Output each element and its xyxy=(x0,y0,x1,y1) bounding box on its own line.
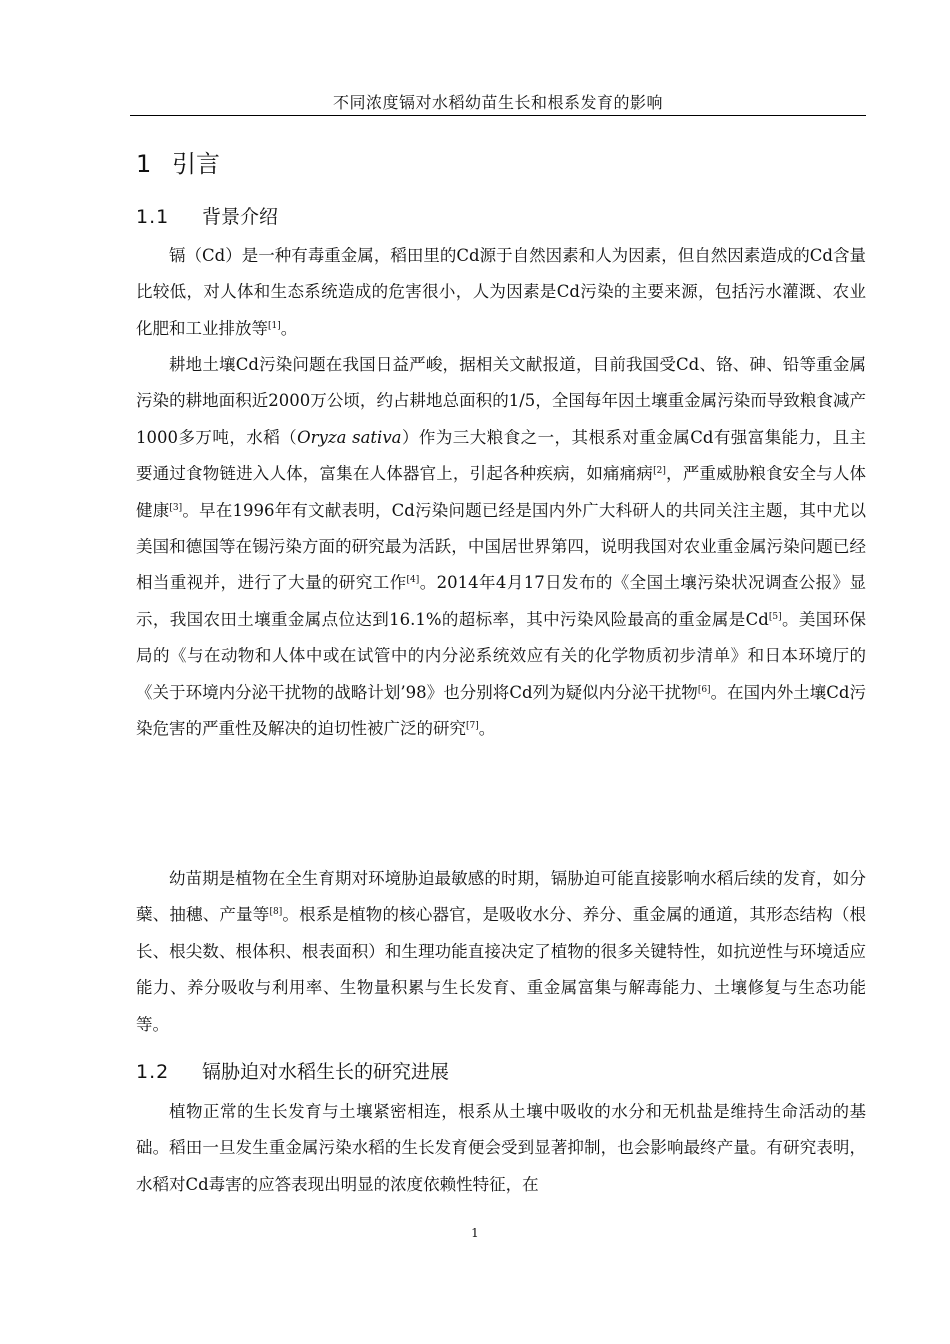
paragraph-text: 。 xyxy=(478,719,496,739)
paragraph-3 xyxy=(136,861,866,1043)
subsection-title: 背景介绍 xyxy=(202,206,279,228)
subsection-number: 1.1 xyxy=(136,206,170,228)
header-rule xyxy=(130,115,866,116)
running-header: 不同浓度镉对水稻幼苗生长和根系发育的影响 xyxy=(332,93,663,112)
paragraph-text: 耕地土壤Cd污染问题在我国日益严峻，据相关文献报道，目前我国受Cd、铬、砷、铅等重金属污染的耕地面积近2000万公顷，约占耕地总面积的1/5，全国每年因土壤重金属污染而导致粮食减产1000多万吨，水稻（ xyxy=(136,355,866,447)
paragraph-text: ）作为三大粮食之一，其根系对重金属Cd有强富集能力，且主要通过食物链进入人体，富集在人体器官上，引起各种疾病，如痛痛病 xyxy=(136,427,866,484)
paragraph-text: 。2014年4月17日发布的《全国土壤污染状况调查公报》显示，我国农田土壤重金属点位达到16.1%的超标率，其中污染风险最高的重金属是Cd xyxy=(136,573,866,629)
paragraph-text: 幼苗期是植物在全生育期对环境胁迫最敏感的时期，镉胁迫可能直接影响水稻后续的发育，如分蘖、抽穗、产量等 xyxy=(136,869,866,925)
subsection-heading-1-1 xyxy=(136,204,278,230)
paragraph-text: ，严重威胁粮食安全与人体健康 xyxy=(136,464,867,520)
species-name: Oryza sativa xyxy=(297,427,402,447)
section-title: 引言 xyxy=(172,150,220,178)
citation: [1] xyxy=(268,320,281,331)
page-number: 1 xyxy=(471,1226,479,1240)
subsection-number: 1.2 xyxy=(136,1061,170,1083)
citation: [5] xyxy=(768,611,782,622)
paragraph-text: 。 xyxy=(280,318,298,338)
paragraph-text: 镉（Cd）是一种有毒重金属，稻田里的Cd源于自然因素和人为因素，但自然因素造成的Cd含量比较低，对人体和生态系统造成的危害很小，人为因素是Cd污染的主要来源，包括污水灌溉、农业化肥和工业排放等 xyxy=(136,246,866,338)
paragraph-text: 植物正常的生长发育与土壤紧密相连，根系从土壤中吸收的水分和无机盐是维持生命活动的基础。稻田一旦发生重金属污染水稻的生长发育便会受到显著抑制，也会影响最终产量。有研究表明，水稻对Cd毒害的应答表现出明显的浓度依赖性特征，在 xyxy=(136,1102,866,1194)
subsection-heading-1-2 xyxy=(136,1059,449,1085)
paragraph-text: 。根系是植物的核心器官，是吸收水分、养分、重金属的通道，其形态结构（根长、根尖数、根体积、根表面积）和生理功能直接决定了植物的很多关键特性，如抗逆性与环境适应能力、养分吸收与利用率、生物量积累与生长发育、重金属富集与解毒能力、土壤修复与生态功能等。 xyxy=(136,905,867,1034)
paragraph-4 xyxy=(136,1094,866,1203)
citation: [8] xyxy=(269,907,283,918)
paragraph-text: 。早在1996年有文献表明，Cd污染问题已经是国内外广大科研人的共同关注主题，其中尤以美国和德国等在锡污染方面的研究最为活跃，中国居世界第四，说明我国对农业重金属污染问题已经相当重视并，进行了大量的研究工作 xyxy=(136,500,866,593)
citation: [4] xyxy=(406,575,420,586)
citation: [6] xyxy=(697,684,711,695)
paragraph-1 xyxy=(136,238,866,347)
paragraph-text: 。美国环保局的《与在动物和人体中或在试管中的内分泌系统效应有关的化学物质初步清单》和日本环境厅的《关于环境内分泌干扰物的战略计划’98》也分别将Cd列为疑似内分泌干扰物 xyxy=(136,609,867,702)
citation: [7] xyxy=(466,721,479,732)
paragraph-2 xyxy=(136,347,866,747)
section-number: 1 xyxy=(136,150,152,178)
section-heading-1 xyxy=(136,148,220,180)
citation: [2] xyxy=(653,466,666,477)
citation: [3] xyxy=(169,502,183,513)
subsection-title: 镉胁迫对水稻生长的研究进展 xyxy=(202,1061,450,1083)
paragraph-text: 。在国内外土壤Cd污染危害的严重性及解决的迫切性被广泛的研究 xyxy=(136,682,866,739)
